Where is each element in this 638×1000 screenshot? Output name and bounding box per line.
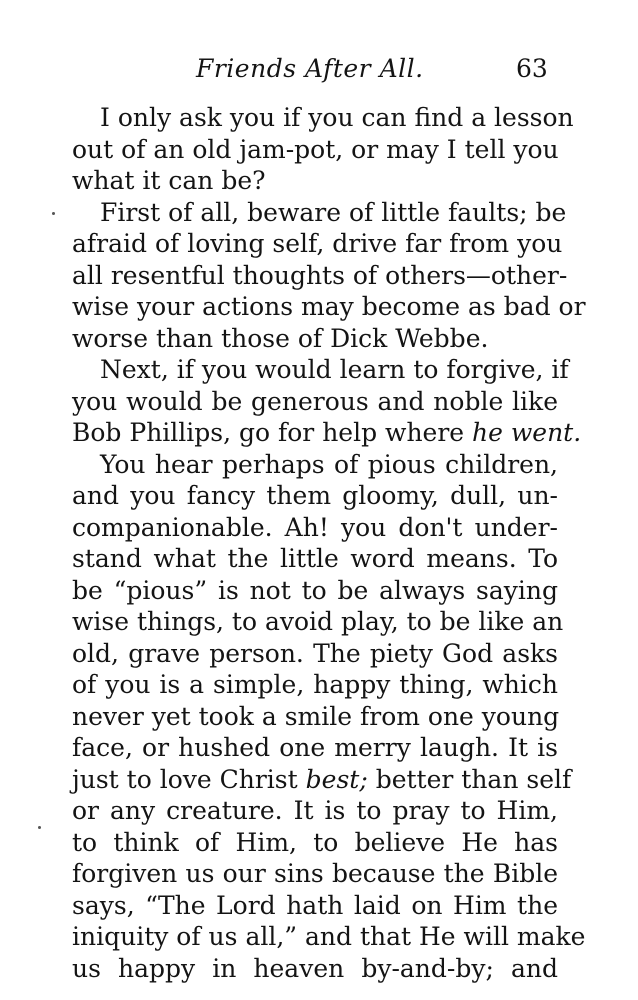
text-line: you would be generous and noble like bbox=[72, 386, 558, 416]
text-segment: just to love Christ bbox=[72, 764, 306, 794]
text-line: never yet took a smile from one young bbox=[72, 701, 560, 731]
text-segment: Bob Phillips, go for help where bbox=[72, 418, 473, 447]
italic-segment: best; bbox=[305, 764, 368, 794]
text-line: First of all, beware of little faults; be bbox=[100, 197, 567, 227]
text-line: to think of Him, to believe He has bbox=[72, 827, 558, 857]
text-segment: better than self bbox=[367, 764, 572, 794]
text-line: You hear perhaps of pious children, bbox=[100, 449, 558, 479]
text-line: face, or hushed one merry laugh. It is bbox=[72, 733, 558, 762]
text-line: what it can be? bbox=[72, 166, 266, 195]
text-line: of you is a simple, happy thing, which bbox=[72, 670, 558, 699]
text-line bbox=[72, 764, 572, 796]
text-line: old, grave person. The piety God asks bbox=[72, 638, 558, 668]
running-title: Friends After All. bbox=[196, 54, 424, 83]
text-line: be “pious” is not to be always saying bbox=[72, 575, 558, 605]
page-number: 63 bbox=[516, 54, 548, 83]
print-speck bbox=[38, 826, 41, 829]
italic-segment: he went. bbox=[472, 418, 582, 447]
text-line: stand what the little word means. To bbox=[72, 544, 558, 573]
text-line: us happy in heaven by-and-by; and bbox=[72, 953, 558, 983]
text-line: iniquity of us all,” and that He will make bbox=[72, 922, 586, 951]
text-line bbox=[72, 417, 582, 449]
print-speck bbox=[52, 212, 55, 215]
body-text bbox=[72, 102, 586, 984]
text-line: worse than those of Dick Webbe. bbox=[72, 323, 489, 353]
text-line: and you fancy them gloomy, dull, un- bbox=[72, 481, 558, 510]
text-line: out of an old jam-pot, or may I tell you bbox=[72, 134, 559, 164]
text-line: or any creature. It is to pray to Him, bbox=[72, 796, 558, 825]
running-header bbox=[0, 50, 638, 90]
text-line: all resentful thoughts of others—other- bbox=[72, 260, 568, 290]
text-line: wise your actions may become as bad or bbox=[72, 292, 586, 321]
text-line: companionable. Ah! you don't under- bbox=[72, 512, 558, 542]
text-line: says, “The Lord hath laid on Him the bbox=[72, 890, 558, 920]
text-line: afraid of loving self, drive far from you bbox=[72, 229, 563, 258]
text-line: I only ask you if you can find a lesson bbox=[100, 103, 574, 132]
text-line: forgiven us our sins because the Bible bbox=[72, 859, 558, 888]
text-line: wise things, to avoid play, to be like an bbox=[72, 607, 564, 636]
text-line: Next, if you would learn to forgive, if bbox=[100, 355, 569, 384]
